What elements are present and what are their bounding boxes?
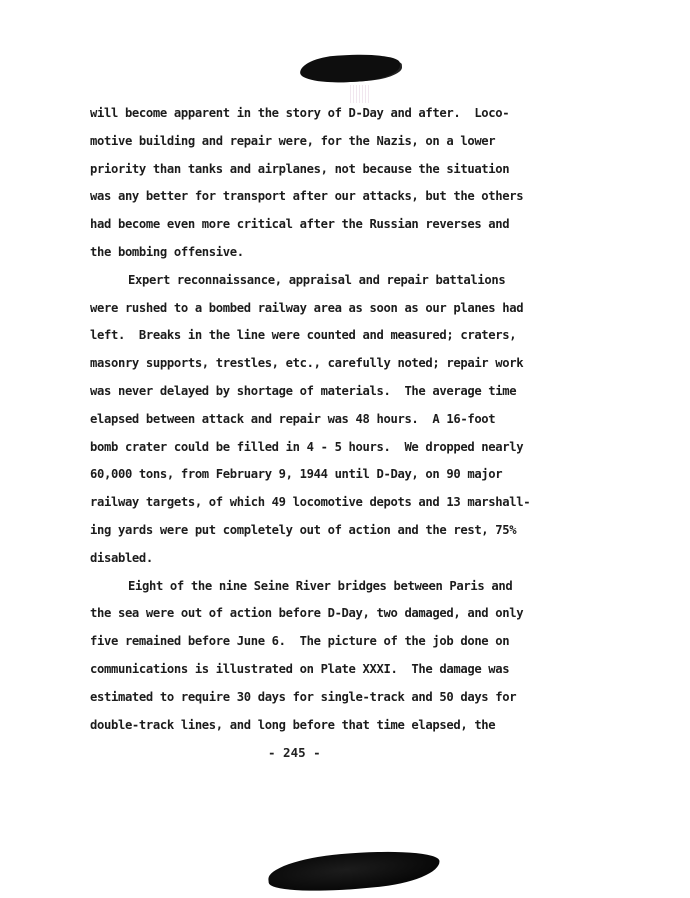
text-line: left. Breaks in the line were counted and measured; craters, <box>90 328 517 343</box>
text-line: estimated to require 30 days for single-track and 50 days for <box>90 689 517 704</box>
text-line: railway targets, of which 49 locomotive depots and 13 marshall- <box>90 495 531 510</box>
paragraph-start-line: Eight of the nine Seine River bridges between Paris and <box>128 578 513 593</box>
text-line: bomb crater could be filled in 4 - 5 hours. We dropped nearly <box>90 439 524 454</box>
redaction-mark-bottom <box>267 846 441 897</box>
text-line: double-track lines, and long before that time elapsed, the <box>90 717 496 732</box>
text-line: was any better for transport after our attacks, but the others <box>90 189 524 204</box>
text-line: five remained before June 6. The picture of the job done on <box>90 634 510 649</box>
paragraph-start-line: Expert reconnaissance, appraisal and repair battalions <box>128 272 506 287</box>
redaction-mark-top <box>299 52 400 84</box>
text-line: communications is illustrated on Plate XXXI. The damage was <box>90 661 510 676</box>
page-number: - 245 - <box>268 745 321 760</box>
text-line: the sea were out of action before D-Day, two damaged, and only <box>90 606 524 621</box>
body-text <box>90 100 560 739</box>
text-line: had become even more critical after the Russian reverses and <box>90 217 510 232</box>
text-line: elapsed between attack and repair was 48 hours. A 16-foot <box>90 411 496 426</box>
text-line: disabled. <box>90 550 153 565</box>
text-line: were rushed to a bombed railway area as soon as our planes had <box>90 300 524 315</box>
text-line: was never delayed by shortage of materials. The average time <box>90 383 517 398</box>
text-line: priority than tanks and airplanes, not because the situation <box>90 161 510 176</box>
text-line: motive building and repair were, for the Nazis, on a lower <box>90 133 496 148</box>
text-line: ing yards were put completely out of action and the rest, 75% <box>90 522 517 537</box>
text-line: 60,000 tons, from February 9, 1944 until D-Day, on 90 major <box>90 467 503 482</box>
text-line: masonry supports, trestles, etc., carefully noted; repair work <box>90 356 524 371</box>
text-line: will become apparent in the story of D-Day and after. Loco- <box>90 106 510 120</box>
text-line: the bombing offensive. <box>90 244 244 259</box>
